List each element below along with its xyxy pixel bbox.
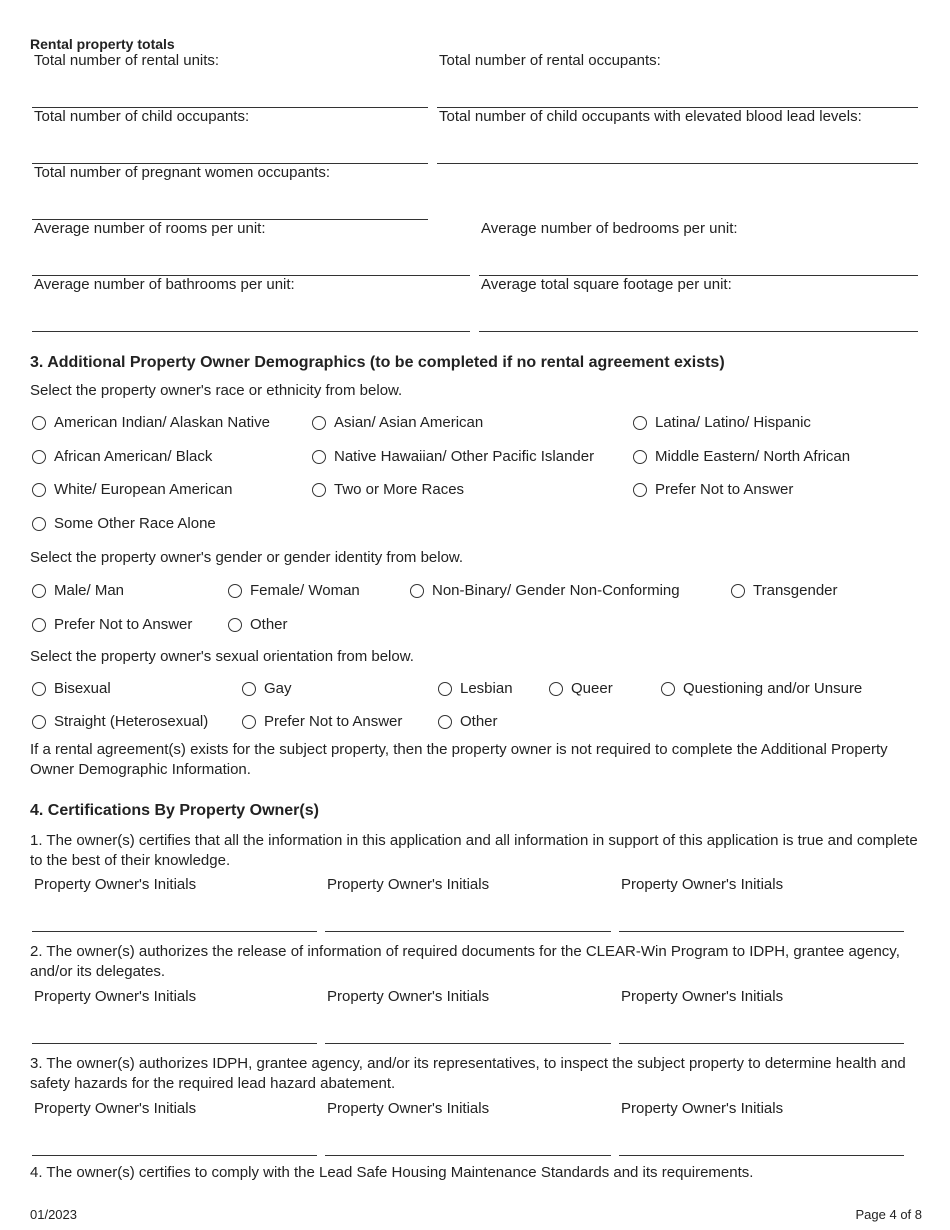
race-option-native-hawaiian[interactable] bbox=[312, 448, 594, 465]
cert1-initials-1[interactable] bbox=[32, 872, 317, 932]
race-option-two-or-more[interactable] bbox=[312, 481, 464, 498]
radio-icon[interactable] bbox=[633, 450, 647, 464]
child-occupants-label: Total number of child occupants: bbox=[34, 108, 250, 125]
option-label: Questioning and/or Unsure bbox=[683, 680, 863, 697]
initials-label: Property Owner's Initials bbox=[34, 1100, 197, 1117]
option-label: Bisexual bbox=[54, 680, 111, 697]
radio-icon[interactable] bbox=[228, 618, 242, 632]
initials-label: Property Owner's Initials bbox=[34, 988, 197, 1005]
avg-sqft-field[interactable] bbox=[479, 272, 918, 332]
gender-option-transgender[interactable] bbox=[731, 582, 838, 599]
race-option-white[interactable] bbox=[32, 481, 232, 498]
race-option-african-american[interactable] bbox=[32, 448, 212, 465]
radio-icon[interactable] bbox=[32, 483, 46, 497]
child-occupants-field[interactable] bbox=[32, 104, 428, 164]
avg-bedrooms-label: Average number of bedrooms per unit: bbox=[481, 220, 738, 237]
option-label: Prefer Not to Answer bbox=[54, 616, 193, 633]
section3-heading: 3. Additional Property Owner Demographics (to be completed if no rental agreement exists) bbox=[30, 354, 725, 371]
radio-icon[interactable] bbox=[242, 715, 256, 729]
initials-input-line[interactable] bbox=[619, 1043, 904, 1044]
footer-date: 01/2023 bbox=[30, 1207, 77, 1222]
option-label: Lesbian bbox=[460, 680, 513, 697]
option-label: Other bbox=[460, 713, 498, 730]
radio-icon[interactable] bbox=[731, 584, 745, 598]
option-label: Queer bbox=[571, 680, 613, 697]
gender-option-non-binary[interactable] bbox=[410, 582, 680, 599]
option-label: Straight (Heterosexual) bbox=[54, 713, 209, 730]
demographics-note: If a rental agreement(s) exists for the subject property, then the property owner is not required to complete the Additional Property Owner Demographic Information. bbox=[30, 741, 888, 778]
radio-icon[interactable] bbox=[549, 682, 563, 696]
option-label: Female/ Woman bbox=[250, 582, 360, 599]
radio-icon[interactable] bbox=[32, 618, 46, 632]
orientation-option-prefer-not[interactable] bbox=[242, 713, 402, 730]
option-label: Prefer Not to Answer bbox=[264, 713, 403, 730]
rental-occupants-field[interactable] bbox=[437, 48, 918, 108]
radio-icon[interactable] bbox=[32, 715, 46, 729]
initials-label: Property Owner's Initials bbox=[327, 876, 490, 893]
radio-icon[interactable] bbox=[438, 715, 452, 729]
radio-icon[interactable] bbox=[410, 584, 424, 598]
orientation-option-questioning[interactable] bbox=[661, 680, 862, 697]
pregnant-occupants-field[interactable] bbox=[32, 160, 428, 220]
rental-occupants-label: Total number of rental occupants: bbox=[439, 52, 661, 69]
cert1-text: 1. The owner(s) certifies that all the information in this application and all information in support of this application is true and complete to the best of their knowledge. bbox=[30, 832, 918, 869]
radio-icon[interactable] bbox=[32, 450, 46, 464]
initials-label: Property Owner's Initials bbox=[327, 988, 490, 1005]
section4-heading: 4. Certifications By Property Owner(s) bbox=[30, 802, 319, 819]
radio-icon[interactable] bbox=[312, 483, 326, 497]
avg-bathrooms-field[interactable] bbox=[32, 272, 470, 332]
rental-units-field[interactable] bbox=[32, 48, 428, 108]
initials-input-line[interactable] bbox=[32, 1155, 317, 1156]
option-label: Male/ Man bbox=[54, 582, 125, 599]
option-label: American Indian/ Alaskan Native bbox=[54, 414, 270, 431]
initials-input-line[interactable] bbox=[32, 931, 317, 932]
initials-input-line[interactable] bbox=[325, 931, 611, 932]
option-label: White/ European American bbox=[54, 481, 233, 498]
gender-prompt: Select the property owner's gender or gender identity from below. bbox=[30, 549, 464, 566]
cert2-initials-2[interactable] bbox=[325, 984, 611, 1044]
avg-sqft-label: Average total square footage per unit: bbox=[481, 276, 732, 293]
initials-label: Property Owner's Initials bbox=[34, 876, 197, 893]
radio-icon[interactable] bbox=[633, 483, 647, 497]
orientation-option-other[interactable] bbox=[438, 713, 498, 730]
initials-input-line[interactable] bbox=[325, 1043, 611, 1044]
orientation-prompt: Select the property owner's sexual orientation from below. bbox=[30, 648, 414, 665]
orientation-option-straight[interactable] bbox=[32, 713, 208, 730]
option-label: African American/ Black bbox=[54, 448, 213, 465]
option-label: Some Other Race Alone bbox=[54, 515, 216, 532]
radio-icon[interactable] bbox=[32, 416, 46, 430]
gender-option-male[interactable] bbox=[32, 582, 124, 599]
option-label: Transgender bbox=[753, 582, 838, 599]
option-label: Prefer Not to Answer bbox=[655, 481, 794, 498]
avg-bathrooms-label: Average number of bathrooms per unit: bbox=[34, 276, 295, 293]
rental-totals-title: Rental property totals bbox=[30, 36, 175, 52]
elevated-lead-label: Total number of child occupants with elevated blood lead levels: bbox=[439, 108, 862, 125]
cert1-initials-2[interactable] bbox=[325, 872, 611, 932]
race-option-american-indian[interactable] bbox=[32, 414, 270, 431]
race-option-asian[interactable] bbox=[312, 414, 483, 431]
radio-icon[interactable] bbox=[32, 517, 46, 531]
race-option-other[interactable] bbox=[32, 515, 216, 532]
race-prompt: Select the property owner's race or ethnicity from below. bbox=[30, 382, 403, 399]
orientation-option-queer[interactable] bbox=[549, 680, 613, 697]
radio-icon[interactable] bbox=[32, 682, 46, 696]
elevated-lead-field[interactable] bbox=[437, 104, 918, 164]
initials-label: Property Owner's Initials bbox=[327, 1100, 490, 1117]
cert2-initials-1[interactable] bbox=[32, 984, 317, 1044]
cert4-text: 4. The owner(s) certifies to comply with the Lead Safe Housing Maintenance Standards and its requirements. bbox=[30, 1164, 754, 1181]
avg-rooms-field[interactable] bbox=[32, 216, 470, 276]
radio-icon[interactable] bbox=[228, 584, 242, 598]
avg-sqft-input-line[interactable] bbox=[479, 331, 918, 332]
cert3-initials-2[interactable] bbox=[325, 1096, 611, 1156]
initials-label: Property Owner's Initials bbox=[621, 1100, 784, 1117]
gender-option-prefer-not[interactable] bbox=[32, 616, 192, 633]
pregnant-occupants-label: Total number of pregnant women occupants: bbox=[34, 164, 331, 181]
initials-label: Property Owner's Initials bbox=[621, 876, 784, 893]
option-label: Gay bbox=[264, 680, 292, 697]
radio-icon[interactable] bbox=[32, 584, 46, 598]
radio-icon[interactable] bbox=[438, 682, 452, 696]
initials-label: Property Owner's Initials bbox=[621, 988, 784, 1005]
cert2-initials-3[interactable] bbox=[619, 984, 904, 1044]
option-label: Latina/ Latino/ Hispanic bbox=[655, 414, 811, 431]
cert1-initials-3[interactable] bbox=[619, 872, 904, 932]
option-label: Middle Eastern/ North African bbox=[655, 448, 851, 465]
orientation-option-gay[interactable] bbox=[242, 680, 292, 697]
orientation-option-lesbian[interactable] bbox=[438, 680, 513, 697]
option-label: Other bbox=[250, 616, 288, 633]
avg-bedrooms-field[interactable] bbox=[479, 216, 918, 276]
cert3-initials-1[interactable] bbox=[32, 1096, 317, 1156]
rental-units-label: Total number of rental units: bbox=[34, 52, 220, 69]
radio-icon[interactable] bbox=[242, 682, 256, 696]
cert3-text: 3. The owner(s) authorizes IDPH, grantee agency, and/or its representatives, to inspect the subject property to determine health and safety hazards for the required lead hazard abatement. bbox=[30, 1055, 906, 1092]
option-label: Native Hawaiian/ Other Pacific Islander bbox=[334, 448, 595, 465]
option-label: Two or More Races bbox=[334, 481, 465, 498]
avg-bathrooms-input-line[interactable] bbox=[32, 331, 470, 332]
elevated-lead-input-line[interactable] bbox=[437, 163, 918, 164]
orientation-option-bisexual[interactable] bbox=[32, 680, 111, 697]
gender-option-other[interactable] bbox=[228, 616, 288, 633]
gender-option-female[interactable] bbox=[228, 582, 360, 599]
footer-page-number: Page 4 of 8 bbox=[855, 1207, 922, 1222]
avg-rooms-label: Average number of rooms per unit: bbox=[34, 220, 266, 237]
initials-input-line[interactable] bbox=[619, 931, 904, 932]
race-option-latino[interactable] bbox=[633, 414, 811, 431]
initials-input-line[interactable] bbox=[32, 1043, 317, 1044]
radio-icon[interactable] bbox=[633, 416, 647, 430]
radio-icon[interactable] bbox=[312, 450, 326, 464]
radio-icon[interactable] bbox=[661, 682, 675, 696]
option-label: Asian/ Asian American bbox=[334, 414, 484, 431]
initials-input-line[interactable] bbox=[325, 1155, 611, 1156]
cert3-initials-3[interactable] bbox=[619, 1096, 904, 1156]
race-option-middle-eastern[interactable] bbox=[633, 448, 850, 465]
cert2-text: 2. The owner(s) authorizes the release of information of required documents for the CLEAR-Win Program to IDPH, grantee agency, and/or its delegates. bbox=[30, 943, 900, 980]
initials-input-line[interactable] bbox=[619, 1155, 904, 1156]
option-label: Non-Binary/ Gender Non-Conforming bbox=[432, 582, 680, 599]
race-option-prefer-not[interactable] bbox=[633, 481, 793, 498]
radio-icon[interactable] bbox=[312, 416, 326, 430]
